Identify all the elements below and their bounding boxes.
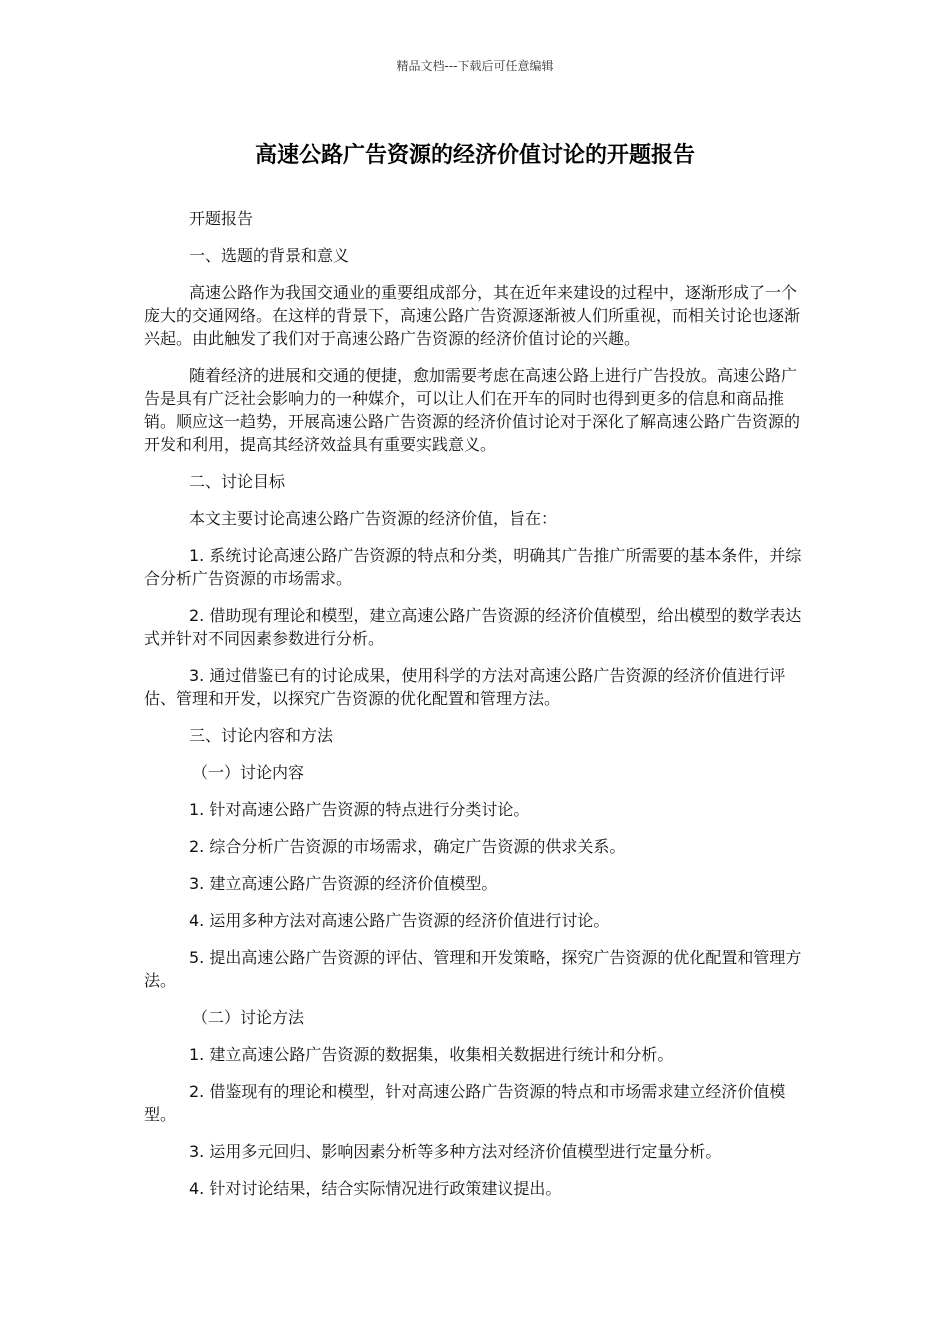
document-title: 高速公路广告资源的经济价值讨论的开题报告 [254,143,695,168]
list-item: 2. 综合分析广告资源的市场需求，确定广告资源的供求关系。 [189,837,626,856]
section-heading-background: 一、选题的背景和意义 [189,246,350,265]
list-item: 4. 针对讨论结果，结合实际情况进行政策建议提出。 [189,1179,562,1198]
list-item: 2. 借鉴现有的理论和模型，针对高速公路广告资源的特点和市场需求建立经济价值模型。 [144,1082,786,1124]
list-item: 4. 运用多种方法对高速公路广告资源的经济价值进行讨论。 [189,911,610,930]
list-item: 1. 建立高速公路广告资源的数据集，收集相关数据进行统计和分析。 [189,1045,674,1064]
list-item: 1. 针对高速公路广告资源的特点进行分类讨论。 [189,800,530,819]
list-item: 5. 提出高速公路广告资源的评估、管理和开发策略，探究广告资源的优化配置和管理方法。 [144,948,802,990]
paragraph: 本文主要讨论高速公路广告资源的经济价值，旨在： [189,509,558,528]
list-item: 3. 建立高速公路广告资源的经济价值模型。 [189,874,498,893]
list-item: 1. 系统讨论高速公路广告资源的特点和分类，明确其广告推广所需要的基本条件，并综合分析广告资源的市场需求。 [144,546,802,588]
list-item: 3. 运用多元回归、影响因素分析等多种方法对经济价值模型进行定量分析。 [189,1142,722,1161]
page-header-note: 精品文档---下载后可任意编辑 [396,59,554,73]
list-item: 3. 通过借鉴已有的讨论成果，使用科学的方法对高速公路广告资源的经济价值进行评估、管理和开发，以探究广告资源的优化配置和管理方法。 [144,666,786,708]
section-heading-content-methods: 三、讨论内容和方法 [189,726,334,745]
paragraph: 随着经济的进展和交通的便捷，愈加需要考虑在高速公路上进行广告投放。高速公路广告是具有广泛社会影响力的一种媒介，可以让人们在开车的同时也得到更多的信息和商品推销。顺应这一趋势，开展高速公路广告资源的经济价值讨论对于深化了解高速公路广告资源的开发和利用，提高其经济效益具有重要实践意义。 [144,366,801,454]
subsection-heading-content: （一）讨论内容 [192,763,305,782]
paragraph: 高速公路作为我国交通业的重要组成部分，其在近年来建设的过程中，逐渐形成了一个庞大的交通网络。在这样的背景下，高速公路广告资源逐渐被人们所重视，而相关讨论也逐渐兴起。由此触发了我们对于高速公路广告资源的经济价值讨论的兴趣。 [144,283,801,348]
document-body [144,207,810,1214]
subsection-heading-methods: （二）讨论方法 [192,1008,305,1027]
section-heading-goals: 二、讨论目标 [189,472,286,491]
list-item: 2. 借助现有理论和模型，建立高速公路广告资源的经济价值模型，给出模型的数学表达式并针对不同因素参数进行分析。 [144,606,802,648]
paragraph-report-label: 开题报告 [189,209,254,228]
